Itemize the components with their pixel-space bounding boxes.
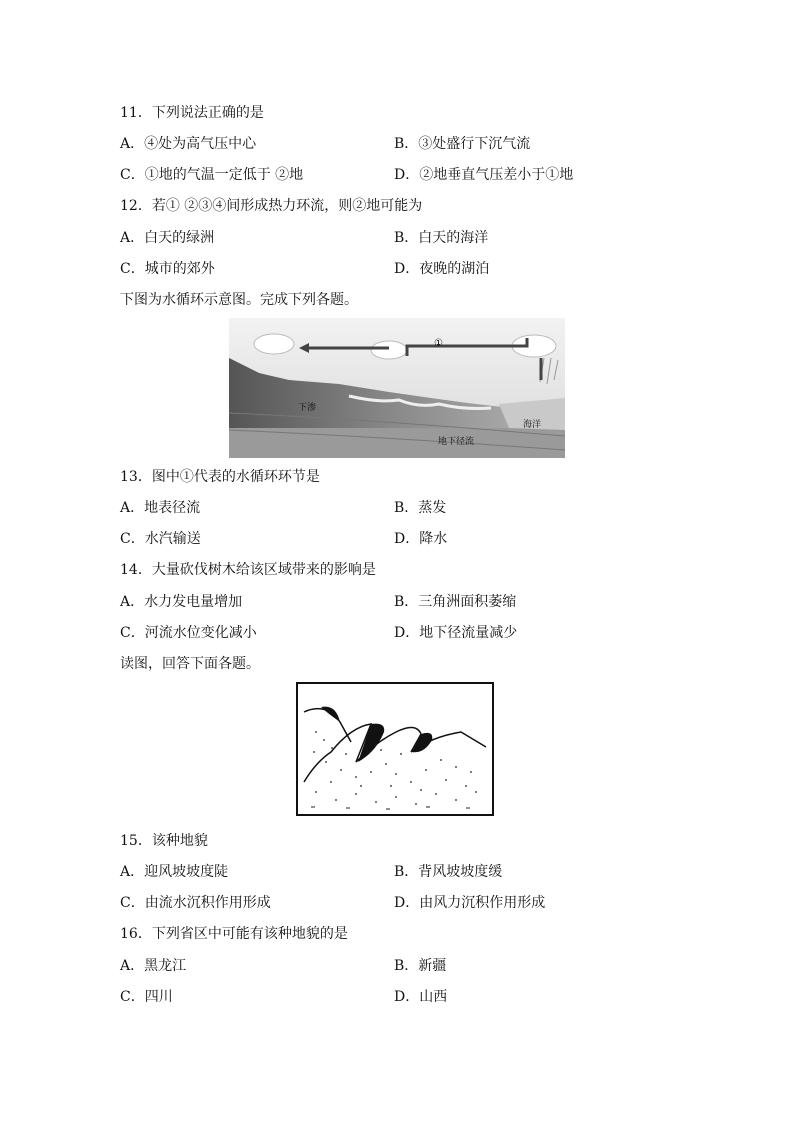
q15-option-d: D．由风力沉积作用形成 [394, 895, 546, 911]
q13-option-c: C．水汽输送 [120, 531, 201, 547]
q14-option-b: B．三角洲面积萎缩 [394, 594, 517, 610]
intro-water-cycle: 下图为水循环示意图。完成下列各题。 [120, 292, 358, 308]
q14-stem: 14．大量砍伐树木给该区域带来的影响是 [120, 562, 376, 578]
q11-option-a: A．④处为高气压中心 [120, 136, 257, 152]
q11-stem: 11．下列说法正确的是 [120, 105, 264, 121]
q13-option-a: A．地表径流 [120, 500, 201, 516]
q11-option-b: B．③处盛行下沉气流 [394, 136, 531, 152]
q11-option-c: C．①地的气温一定低于 ②地 [120, 167, 304, 183]
water-cycle-diagram [229, 318, 565, 458]
q13-option-d: D．降水 [394, 531, 448, 547]
q12-option-c: C．城市的郊外 [120, 261, 215, 277]
q16-option-a: A．黑龙江 [120, 958, 187, 974]
q16-option-b: B．新疆 [394, 958, 447, 974]
dune-diagram [296, 682, 494, 816]
intro-read-figure: 读图，回答下面各题。 [120, 656, 260, 672]
label-ocean: 海洋 [523, 420, 542, 430]
q16-stem: 16．下列省区中可能有该种地貌的是 [120, 926, 348, 942]
q15-option-a: A．迎风坡坡度陡 [120, 864, 229, 880]
label-groundwater: 地下径流 [438, 437, 475, 447]
q15-option-c: C．由流水沉积作用形成 [120, 895, 271, 911]
q15-stem: 15．该种地貌 [120, 833, 208, 849]
dune-figure [296, 682, 494, 816]
q16-option-c: C．四川 [120, 989, 173, 1005]
q12-option-b: B．白天的海洋 [394, 230, 489, 246]
q12-option-a: A．白天的绿洲 [120, 230, 215, 246]
q16-option-d: D．山西 [394, 989, 448, 1005]
q12-stem: 12．若① ②③④间形成热力环流，则②地可能为 [120, 198, 423, 214]
q13-option-b: B．蒸发 [394, 500, 447, 516]
label-infiltration: 下渗 [298, 403, 317, 413]
q11-option-d: D．②地垂直气压差小于①地 [394, 167, 574, 183]
water-cycle-figure [229, 318, 565, 458]
q13-stem: 13．图中①代表的水循环环节是 [120, 469, 320, 485]
figure-marker-1: ① [434, 338, 443, 349]
q14-option-a: A．水力发电量增加 [120, 594, 243, 610]
q15-option-b: B．背风坡坡度缓 [394, 864, 503, 880]
q12-option-d: D．夜晚的湖泊 [394, 261, 490, 277]
q14-option-d: D．地下径流量减少 [394, 625, 518, 641]
q14-option-c: C．河流水位变化减小 [120, 625, 257, 641]
